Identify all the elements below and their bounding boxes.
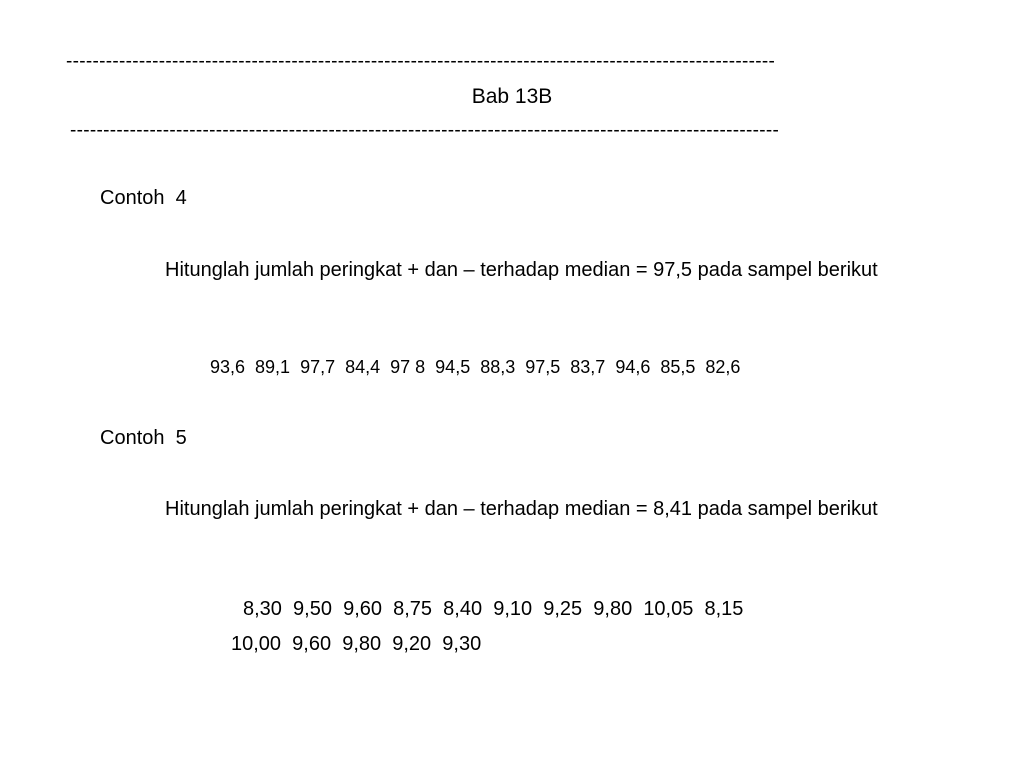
example-5-sample-data-line-1: 8,30 9,50 9,60 8,75 8,40 9,10 9,25 9,80 10,05 8,15 [243, 598, 744, 620]
top-divider-line: ----------------------------------------------------------------------------------------------------------- [66, 51, 776, 72]
chapter-title: Bab 13B [471, 85, 553, 108]
example-5-heading: Contoh 5 [100, 427, 187, 449]
example-4-heading: Contoh 4 [100, 187, 187, 209]
bottom-divider-line: ----------------------------------------------------------------------------------------------------------- [70, 120, 780, 141]
example-5-question: Hitunglah jumlah peringkat + dan – terhadap median = 8,41 pada sampel berikut [165, 498, 878, 520]
example-4-question: Hitunglah jumlah peringkat + dan – terhadap median = 97,5 pada sampel berikut [165, 259, 878, 281]
example-5-sample-data-line-2: 10,00 9,60 9,80 9,20 9,30 [231, 633, 482, 655]
example-4-sample-data: 93,6 89,1 97,7 84,4 97 8 94,5 88,3 97,5 83,7 94,6 85,5 82,6 [210, 357, 741, 377]
